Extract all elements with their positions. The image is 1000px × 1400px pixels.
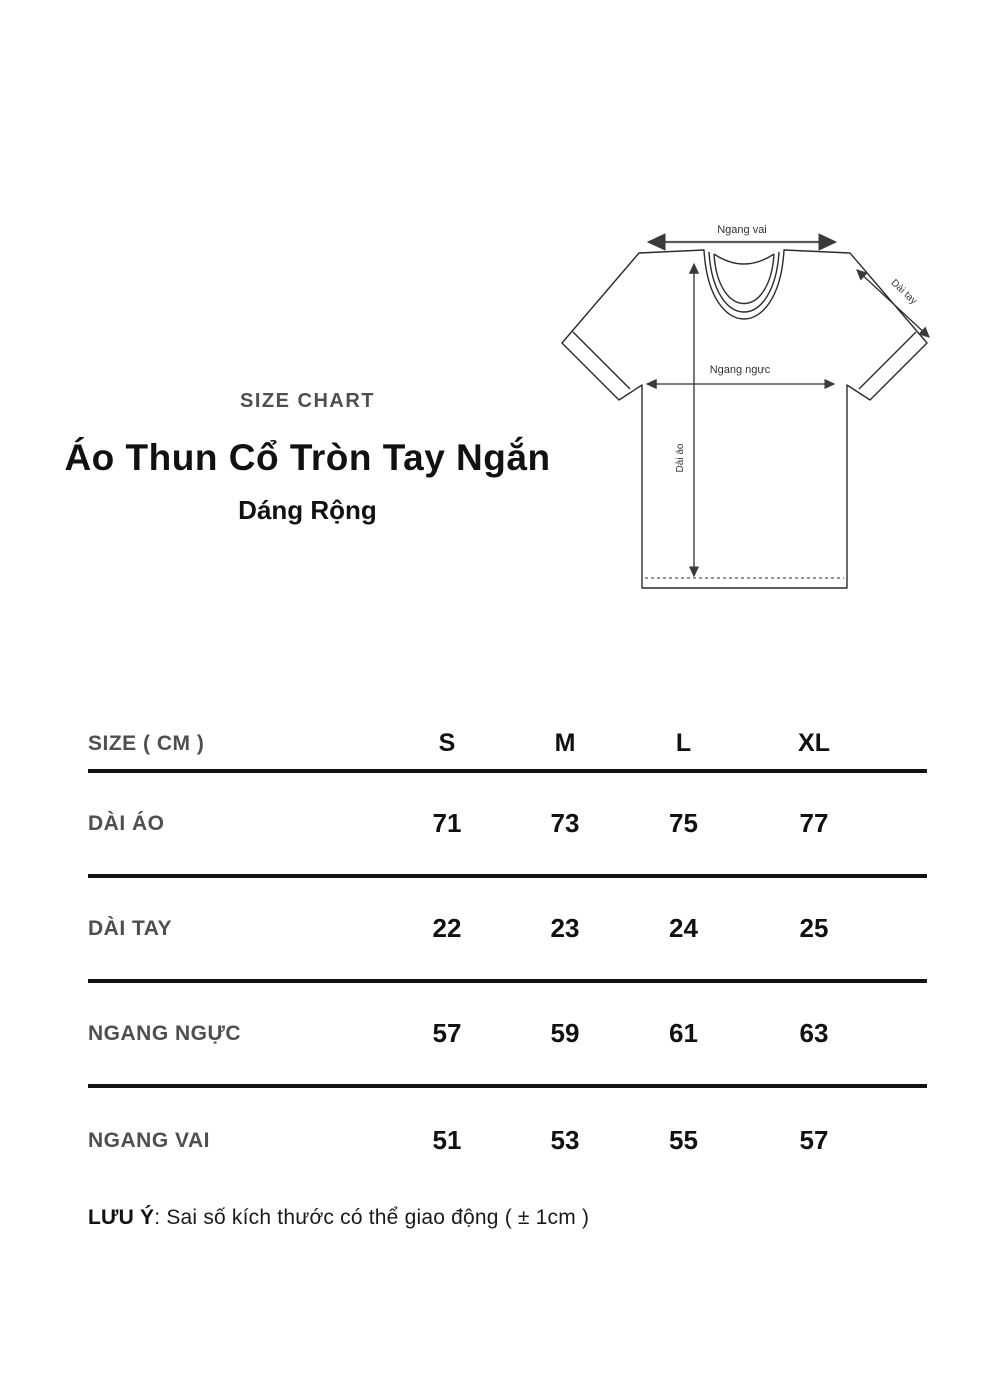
tshirt-measurement-diagram: [552, 200, 952, 600]
cell-value: 59: [550, 1018, 580, 1048]
cell-value: 51: [432, 1125, 462, 1155]
column-header-s: S: [438, 729, 456, 757]
body-length-label: Dài áo: [675, 443, 686, 473]
column-header-xl: XL: [798, 729, 830, 757]
chest-width-label: Ngang ngực: [709, 364, 771, 376]
note-label: LƯU Ý: [88, 1206, 155, 1229]
fit-subtitle: Dáng Rộng: [238, 495, 377, 525]
back-neck-seam: [714, 254, 774, 264]
table-header-row: [88, 718, 927, 773]
tshirt-outline: [562, 250, 927, 588]
cell-value: 23: [550, 913, 580, 943]
sleeve-length-label: Dài tay: [888, 277, 919, 307]
cell-value: 53: [550, 1125, 580, 1155]
row-label: NGANG VAI: [88, 1128, 210, 1152]
cell-value: 55: [669, 1125, 698, 1155]
cell-value: 61: [669, 1018, 698, 1048]
cell-value: 75: [669, 808, 698, 838]
unit-header: SIZE ( CM ): [88, 731, 205, 755]
table-row-ngang-nguc: [88, 983, 927, 1088]
table-row-ngang-vai: [88, 1088, 927, 1193]
cell-value: 25: [799, 913, 829, 943]
note-text: : Sai số kích thước có thể giao động ( ± 1cm ): [154, 1206, 590, 1229]
collar-seam-inner: [714, 254, 774, 304]
row-label: NGANG NGỰC: [88, 1021, 242, 1045]
column-header-l: L: [675, 729, 692, 757]
product-title: Áo Thun Cổ Tròn Tay Ngắn: [64, 437, 551, 478]
shoulder-width-label: Ngang vai: [717, 224, 767, 236]
eyebrow-size-chart: SIZE CHART: [240, 390, 375, 412]
row-label: DÀI TAY: [88, 916, 173, 940]
table-row-dai-tay: [88, 878, 927, 983]
cell-value: 57: [799, 1125, 829, 1155]
cell-value: 71: [432, 808, 462, 838]
row-label: DÀI ÁO: [88, 811, 165, 835]
cell-value: 63: [799, 1018, 829, 1048]
cell-value: 22: [432, 913, 462, 943]
cell-value: 73: [550, 808, 580, 838]
size-table: [88, 718, 927, 1193]
cell-value: 24: [669, 913, 698, 943]
cell-value: 57: [432, 1018, 462, 1048]
tolerance-note: [88, 1206, 589, 1230]
column-header-m: M: [554, 729, 576, 757]
title-block: [40, 390, 575, 526]
table-row-dai-ao: [88, 773, 927, 878]
cell-value: 77: [799, 808, 829, 838]
